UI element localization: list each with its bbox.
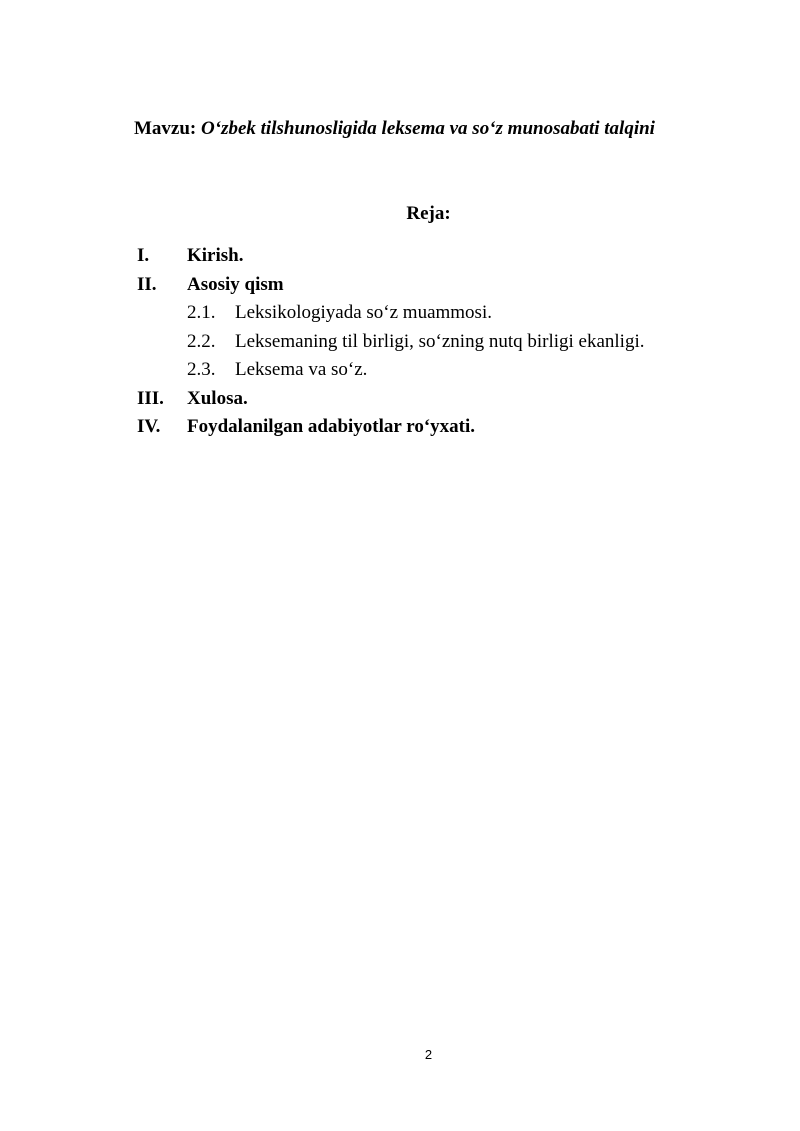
topic-label: Mavzu:: [134, 118, 197, 139]
plan-item-references: [137, 413, 645, 442]
page-number: 2: [424, 1047, 433, 1062]
plan-item-conclusion: [137, 385, 645, 414]
plan-subitem-2-2: [137, 328, 645, 357]
plan-item-text: Kirish.: [187, 245, 244, 266]
plan-subitem-number: 2.1.: [187, 302, 216, 323]
plan-heading: Reja:: [406, 203, 451, 224]
plan-item-main-part: [137, 271, 645, 300]
plan-list: [137, 242, 645, 442]
plan-item-text: Foydalanilgan adabiyotlar ro‘yxati.: [187, 416, 476, 437]
plan-item-number: II.: [137, 273, 157, 295]
plan-subitem-number: 2.2.: [187, 330, 216, 352]
topic-line: [134, 118, 655, 140]
plan-item-text: Asosiy qism: [187, 273, 284, 295]
plan-subitem-2-1: [137, 299, 645, 328]
plan-item-intro: [137, 242, 645, 271]
plan-subitem-text: Leksikologiyada so‘z muammosi.: [235, 302, 492, 323]
plan-item-number: I.: [137, 245, 150, 266]
plan-subitem-2-3: [137, 356, 645, 385]
plan-item-text: Xulosa.: [187, 387, 248, 409]
topic-title: O‘zbek tilshunosligida leksema va so‘z munosabati talqini: [201, 118, 655, 139]
plan-item-number: III.: [137, 387, 164, 409]
plan-subitem-text: Leksemaning til birligi, so‘zning nutq birligi ekanligi.: [235, 330, 645, 352]
plan-subitem-number: 2.3.: [187, 359, 216, 380]
plan-subitem-text: Leksema va so‘z.: [235, 359, 368, 380]
plan-item-number: IV.: [137, 416, 161, 437]
